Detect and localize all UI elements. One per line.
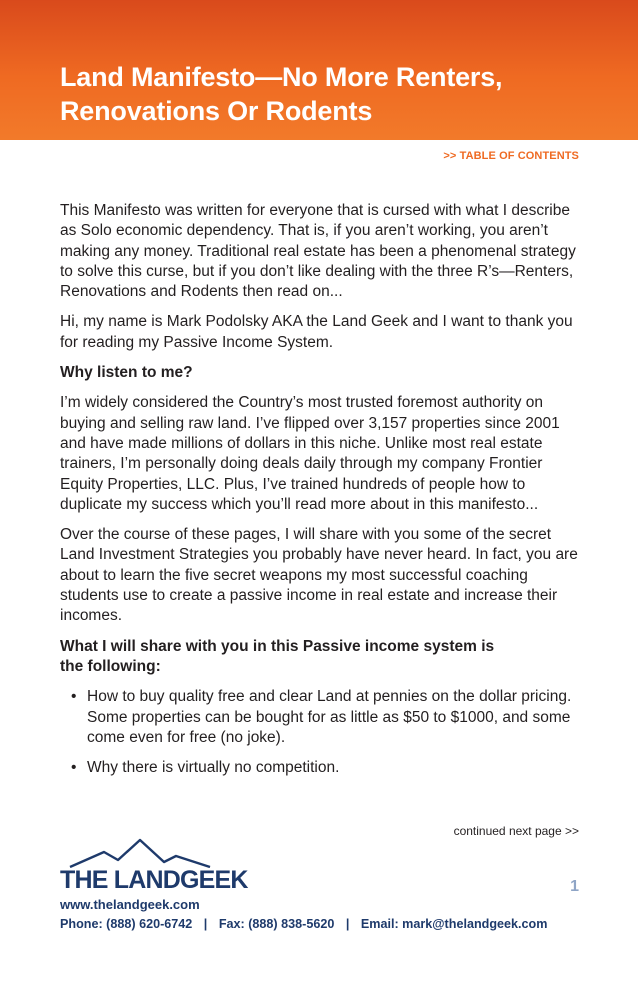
phone-number[interactable]: Phone: (888) 620-6742 [60,917,193,931]
header-banner [0,0,638,140]
bullet-icon: • [71,759,77,777]
intro-paragraph: This Manifesto was written for everyone that is cursed with what I describe as Solo economic dependency. That is, if you aren’t working, you aren’t making any money. Traditional real estate has been a phenomenal strategy to solve this curse, but if you don’t like dealing with the three R’s—Renters, Renovations and Rodents then read on... [60,202,576,301]
land-geek-logo [60,838,248,894]
page-number: 1 [570,878,579,895]
share-heading [60,637,584,678]
title-line-2: Renovations Or Rodents [60,96,373,126]
bullet-icon: • [71,688,77,706]
greeting-paragraph: Hi, my name is Mark Podolsky AKA the Land Geek and I want to thank you for reading my Passive Income System. [60,313,573,351]
list-item-text: Why there is virtually no competition. [87,759,340,777]
email-link[interactable]: Email: mark@thelandgeek.com [360,917,548,931]
fax-number: Fax: (888) 838-5620 [218,917,335,931]
list-item-text: How to buy quality free and clear Land at pennies on the dollar pricing. Some properties can be bought for as little as $50 to $1000, and some come even for free (no joke). [87,688,572,746]
page-title [60,60,600,128]
share-heading-line-2: the following: [60,657,161,675]
mountains-icon [60,838,220,868]
separator: | [345,917,350,931]
why-paragraph: I’m widely considered the Country’s most trusted foremost authority on buying and selling raw land. I’ve flipped over 3,157 properties since 2001 and have made millions of dollars in this niche. Unlike most real estate trainers, I’m personally doing deals daily through my company Frontier Equity Properties, LLC. Plus, I’ve trained hundreds of people how to duplicate my success which you’ll read more about in this manifesto... [60,394,560,513]
contact-line [60,917,600,931]
title-line-1: Land Manifesto—No More Renters, [60,62,503,92]
manifesto-body [60,201,584,788]
logo-wordmark: THE LANDGEEK [60,866,248,894]
table-of-contents-link[interactable]: >> TABLE OF CONTENTS [443,150,579,162]
why-heading: Why listen to me? [60,364,193,382]
list-item [60,687,584,748]
separator: | [203,917,208,931]
list-item [60,758,584,778]
website-link[interactable]: www.thelandgeek.com [60,897,200,912]
share-heading-line-1: What I will share with you in this Passive income system is [60,637,495,655]
share-list [60,687,584,778]
continued-next-page-link[interactable]: continued next page >> [453,824,579,838]
course-paragraph: Over the course of these pages, I will share with you some of the secret Land Investment Strategies you probably have never heard. In fact, you are about to learn the five secret weapons my most successful coaching students use to create a passive income in real estate and increase their incomes. [60,526,578,625]
